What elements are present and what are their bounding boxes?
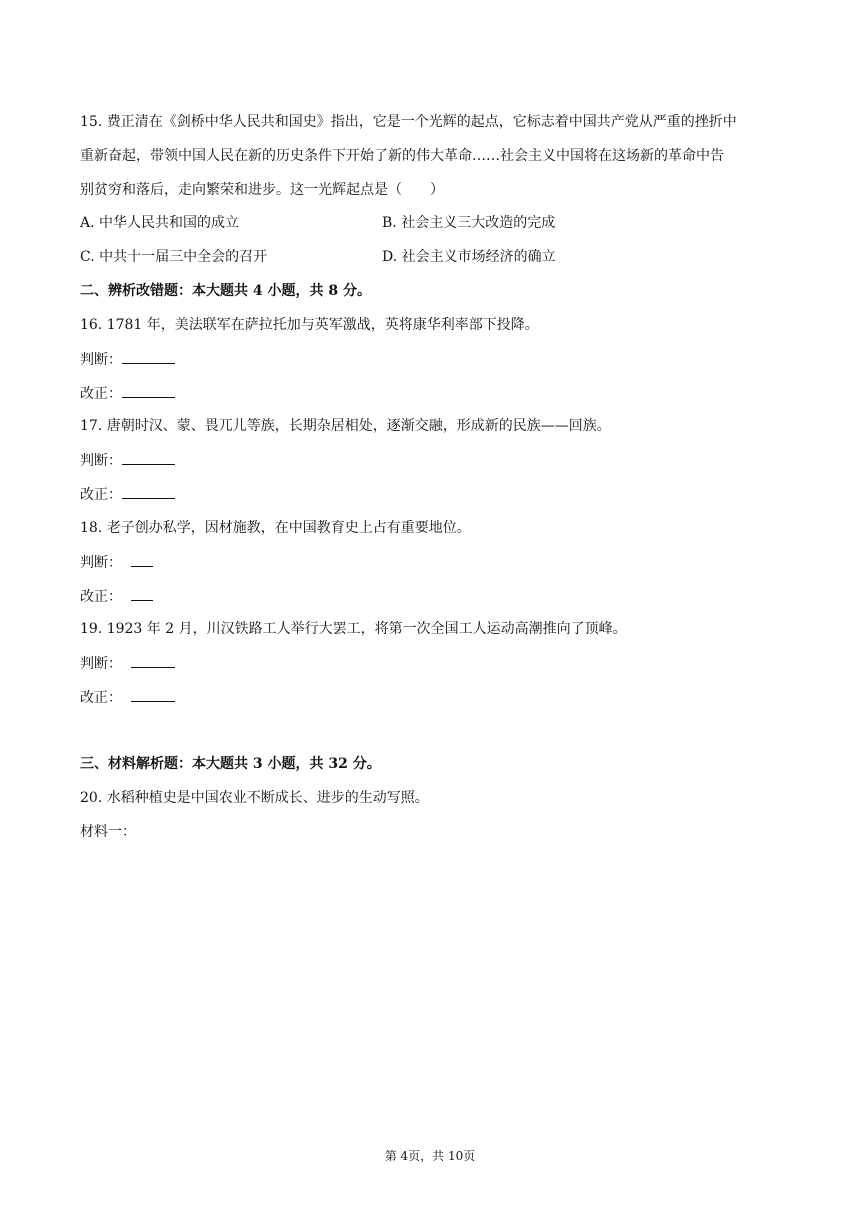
- answer-blank[interactable]: [122, 450, 175, 465]
- judge-label: 判断：: [80, 453, 122, 469]
- judge-label: 判断：: [80, 352, 122, 368]
- correct-label: 改正：: [80, 386, 122, 402]
- q15-option-c: C. 中共十一届三中全会的召开: [80, 249, 268, 265]
- correct-label: 改正：: [80, 589, 122, 605]
- q15-stem-line-3: 别贫穷和落后，走向繁荣和进步。这一光辉起点是（ ）: [80, 182, 444, 198]
- answer-blank[interactable]: [122, 349, 175, 364]
- correct-label: 改正：: [80, 690, 122, 706]
- answer-blank[interactable]: [131, 653, 175, 668]
- q18-judge-row: [80, 552, 153, 573]
- section2-title: 二、辨析改错题：本大题共 4 小题，共 8 分。: [80, 283, 371, 299]
- judge-label: 判断：: [80, 656, 122, 672]
- judge-label: 判断：: [80, 555, 122, 571]
- correct-label: 改正：: [80, 487, 122, 503]
- q17-judge-row: [80, 450, 175, 471]
- answer-blank[interactable]: [131, 586, 153, 601]
- answer-blank[interactable]: [122, 484, 175, 499]
- q16-correct-row: [80, 383, 175, 404]
- q15-stem-line-2: 重新奋起，带领中国人民在新的历史条件下开始了新的伟大革命……社会主义中国将在这场新的革命中告: [80, 148, 724, 164]
- q15-option-a: A. 中华人民共和国的成立: [80, 215, 240, 231]
- answer-blank[interactable]: [122, 383, 175, 398]
- q19-correct-row: [80, 687, 175, 708]
- q16-stem: 16. 1781 年，美法联军在萨拉托加与英军激战，英将康华利率部下投降。: [80, 317, 539, 333]
- q19-judge-row: [80, 653, 175, 674]
- q17-stem: 17. 唐朝时汉、蒙、畏兀儿等族，长期杂居相处，逐渐交融，形成新的民族——回族。: [80, 418, 611, 434]
- q20-stem: 20. 水稻种植史是中国农业不断成长、进步的生动写照。: [80, 790, 429, 806]
- q20-material-1-label: 材料一：: [80, 824, 136, 840]
- q17-correct-row: [80, 484, 175, 505]
- section3-title: 三、材料解析题：本大题共 3 小题，共 32 分。: [80, 756, 381, 772]
- q15-option-d: D. 社会主义市场经济的确立: [382, 249, 556, 265]
- q15-stem-line-1: 15. 费正清在《剑桥中华人民共和国史》指出，它是一个光辉的起点，它标志着中国共产党从严重的挫折中: [80, 114, 737, 130]
- q18-stem: 18. 老子创办私学，因材施教，在中国教育史上占有重要地位。: [80, 520, 471, 536]
- q19-stem: 19. 1923 年 2 月，川汉铁路工人举行大罢工，将第一次全国工人运动高潮推向了顶峰。: [80, 621, 627, 637]
- q16-judge-row: [80, 349, 175, 370]
- q18-correct-row: [80, 586, 153, 607]
- answer-blank[interactable]: [131, 687, 175, 702]
- q15-option-b: B. 社会主义三大改造的完成: [382, 215, 556, 231]
- page-number: 第 4页，共 10页: [384, 1149, 476, 1163]
- answer-blank[interactable]: [131, 552, 153, 567]
